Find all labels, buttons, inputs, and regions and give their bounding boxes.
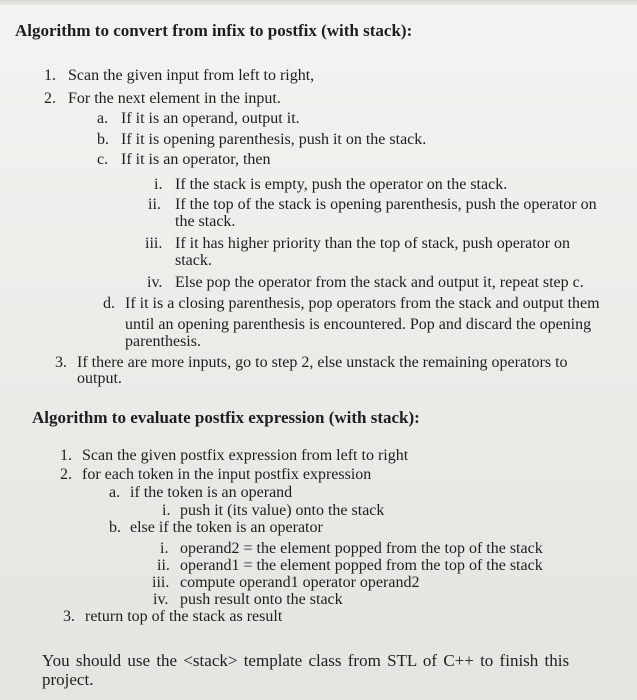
s1-step3-line1: If there are more inputs, go to step 2, else unstack the remaining operators to <box>77 354 568 371</box>
section1-title: Algorithm to convert from infix to postfix (with stack): <box>15 21 413 40</box>
s2-step1-number: 1. <box>60 447 72 464</box>
s1-step1-number: 1. <box>44 67 56 84</box>
s1-step1-text: Scan the given input from left to right, <box>68 67 315 84</box>
s2-step2a-label: a. <box>109 484 121 501</box>
s2-step2b-ii-label: ii. <box>157 557 170 574</box>
s1-step2c-ii-label: ii. <box>148 196 161 213</box>
s1-step2c-iii-line1: If it has higher priority than the top of stack, push operator on <box>175 235 571 252</box>
s1-step2b-text: If it is opening parenthesis, push it on the stack. <box>121 131 427 148</box>
s1-step3-line2: output. <box>77 370 122 387</box>
s1-step2c-i-label: i. <box>154 176 163 193</box>
s2-step2a-i-label: i. <box>162 502 171 519</box>
s2-step2-number: 2. <box>60 466 72 483</box>
s1-step2c-iii-line2: stack. <box>175 252 212 269</box>
s2-step2a-text: if the token is an operand <box>130 484 293 501</box>
s1-step2c-iv-text: Else pop the operator from the stack and output it, repeat step c. <box>175 274 584 291</box>
s1-step3-number: 3. <box>55 354 67 371</box>
s1-step2d-label: d. <box>103 295 115 312</box>
s1-step2c-iv-label: iv. <box>147 274 163 291</box>
s1-step2c-ii-line2: the stack. <box>175 213 236 230</box>
s1-step2c-i-text: If the stack is empty, push the operator on the stack. <box>175 176 508 193</box>
s2-step2a-i-text: push it (its value) onto the stack <box>180 502 385 519</box>
s1-step2a-label: a. <box>97 110 109 127</box>
note-line1: You should use the <stack> template class from STL of C++ to finish this <box>42 651 570 670</box>
s2-step2b-ii-text: operand1 = the element popped from the top of the stack <box>180 557 543 574</box>
s2-step2b-text: else if the token is an operator <box>130 519 323 536</box>
s1-step2c-label: c. <box>97 151 109 168</box>
s1-step2c-ii-line1: If the top of the stack is opening parenthesis, push the operator on <box>175 196 597 213</box>
s2-step3-text: return top of the stack as result <box>85 608 283 625</box>
s2-step2b-iv-text: push result onto the stack <box>180 591 343 608</box>
s1-step2c-iii-label: iii. <box>145 235 163 252</box>
s2-step2b-iii-label: iii. <box>152 574 170 591</box>
s2-step2-text: for each token in the input postfix expression <box>82 466 372 483</box>
s2-step1-text: Scan the given postfix expression from left to right <box>82 447 409 464</box>
s2-step2b-i-text: operand2 = the element popped from the top of the stack <box>180 540 543 557</box>
s1-step2-text: For the next element in the input. <box>68 90 281 107</box>
s1-step2d-line2: until an opening parenthesis is encountered. Pop and discard the opening <box>125 316 592 333</box>
page-top-edge <box>0 0 637 5</box>
s1-step2d-line1: If it is a closing parenthesis, pop operators from the stack and output them <box>125 295 600 312</box>
s2-step3-number: 3. <box>63 608 75 625</box>
section2-title: Algorithm to evaluate postfix expression (with stack): <box>32 408 420 427</box>
note-line2: project. <box>42 670 94 689</box>
s1-step2b-label: b. <box>97 131 109 148</box>
s2-step2b-iii-text: compute operand1 operator operand2 <box>180 574 420 591</box>
s1-step2-number: 2. <box>44 90 56 107</box>
s2-step2b-i-label: i. <box>160 540 169 557</box>
s1-step2a-text: If it is an operand, output it. <box>121 110 300 127</box>
s1-step2c-text: If it is an operator, then <box>121 151 271 168</box>
s2-step2b-label: b. <box>109 519 121 536</box>
s2-step2b-iv-label: iv. <box>153 591 169 608</box>
s1-step2d-line3: parenthesis. <box>125 333 201 350</box>
